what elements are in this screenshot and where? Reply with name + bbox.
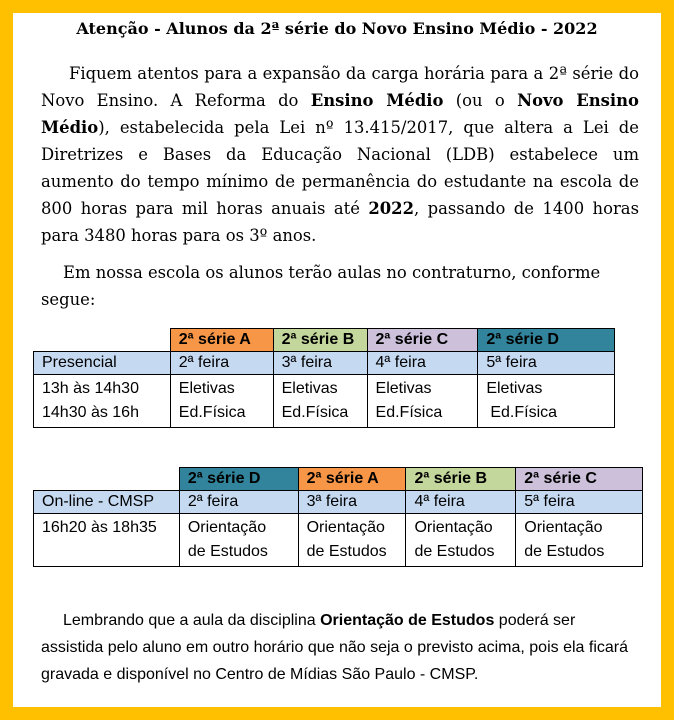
activity-cell: [179, 514, 298, 567]
intro-text-4: , passando de 1400 horas para 3480 horas para os 3º anos.: [41, 199, 639, 245]
intro-bold-1: Ensino Médio: [310, 91, 444, 110]
activity-label: Orientação: [187, 519, 267, 536]
header-serie-b: 2ª série B: [406, 468, 516, 491]
table-row: [34, 491, 643, 514]
activity-label: de Estudos: [414, 543, 495, 560]
activity-label: Ed.Física: [281, 404, 349, 421]
schedule-intro-paragraph: [41, 259, 639, 313]
activity-label: de Estudos: [306, 543, 387, 560]
activity-label: Ed.Física: [178, 404, 246, 421]
mode-cell: On-line - CMSP: [34, 491, 180, 514]
day-cell: 4ª feira: [367, 352, 478, 375]
header-serie-d: 2ª série D: [179, 468, 298, 491]
closing-text-2: poderá ser assistida pelo aluno em outro horário que não seja o previsto acima, pois ela ficará gravada e disponível no Centro de Mídias São Paulo - CMSP.: [41, 612, 628, 683]
intro-text-1: Fiquem atentos para a expansão da carga horária para a 2ª série do Novo Ensino. A Reforma do: [41, 64, 639, 110]
schedule-intro-text: Em nossa escola os alunos terão aulas no contraturno, conforme segue:: [41, 263, 601, 309]
mode-cell: Presencial: [34, 352, 171, 375]
day-cell: 3ª feira: [273, 352, 367, 375]
header-serie-c: 2ª série C: [367, 329, 478, 352]
activity-label: de Estudos: [187, 543, 268, 560]
online-schedule-table: [33, 467, 643, 567]
table-row: [34, 514, 643, 567]
page-title: Atenção - Alunos da 2ª série do Novo Ensino Médio - 2022: [76, 19, 598, 38]
activity-cell: [406, 514, 516, 567]
closing-paragraph: [41, 607, 639, 688]
activity-cell: [298, 514, 406, 567]
activity-label: de Estudos: [524, 543, 605, 560]
activity-label: Ed.Física: [375, 404, 443, 421]
presencial-schedule-table: [33, 328, 615, 428]
header-serie-d: 2ª série D: [478, 329, 615, 352]
table-row: [34, 375, 615, 428]
intro-bold-3: 2022: [368, 199, 414, 218]
header-serie-b: 2ª série B: [273, 329, 367, 352]
intro-text-2: (ou o: [443, 91, 518, 110]
day-cell: 5ª feira: [478, 352, 615, 375]
activity-cell: [273, 375, 367, 428]
day-cell: 3ª feira: [298, 491, 406, 514]
table-header-row: [34, 329, 615, 352]
activity-cell: [478, 375, 615, 428]
activity-label: Ed.Física: [490, 404, 558, 421]
activity-label: Orientação: [524, 519, 603, 536]
activity-label: Eletivas: [281, 380, 338, 397]
day-cell: 2ª feira: [179, 491, 298, 514]
activity-label: Orientação: [306, 519, 385, 536]
day-cell: 2ª feira: [170, 352, 273, 375]
time-cell: 16h20 às 18h35: [34, 514, 180, 567]
closing-text-1: Lembrando que a aula da disciplina: [63, 612, 321, 629]
activity-cell: [516, 514, 643, 567]
time-slot: 13h às 14h30: [42, 380, 139, 397]
intro-text-3: ), estabelecida pela Lei nº 13.415/2017, que altera a Lei de Diretrizes e Bases da Educação Nacional (LDB) estabelece um aumento do tempo mínimo de permanência do estudante na escola de 800 horas para mil horas anuais até: [41, 118, 639, 218]
header-serie-a: 2ª série A: [298, 468, 406, 491]
table-corner: [34, 329, 171, 352]
intro-paragraph: [41, 60, 639, 249]
activity-label: Eletivas: [178, 380, 235, 397]
table-header-row: [34, 468, 643, 491]
time-cell: [34, 375, 171, 428]
header-serie-a: 2ª série A: [170, 329, 273, 352]
activity-cell: [170, 375, 273, 428]
table-corner: [34, 468, 180, 491]
intro-bold-2: Novo Ensino Médio: [41, 91, 639, 137]
activity-cell: [367, 375, 478, 428]
activity-label: Eletivas: [375, 380, 432, 397]
header-serie-c: 2ª série C: [516, 468, 643, 491]
closing-bold: Orientação de Estudos: [320, 612, 495, 629]
day-cell: 5ª feira: [516, 491, 643, 514]
activity-label: Eletivas: [486, 380, 543, 397]
day-cell: 4ª feira: [406, 491, 516, 514]
activity-label: Orientação: [414, 519, 493, 536]
table-row: [34, 352, 615, 375]
time-slot: 14h30 às 16h: [42, 404, 139, 421]
